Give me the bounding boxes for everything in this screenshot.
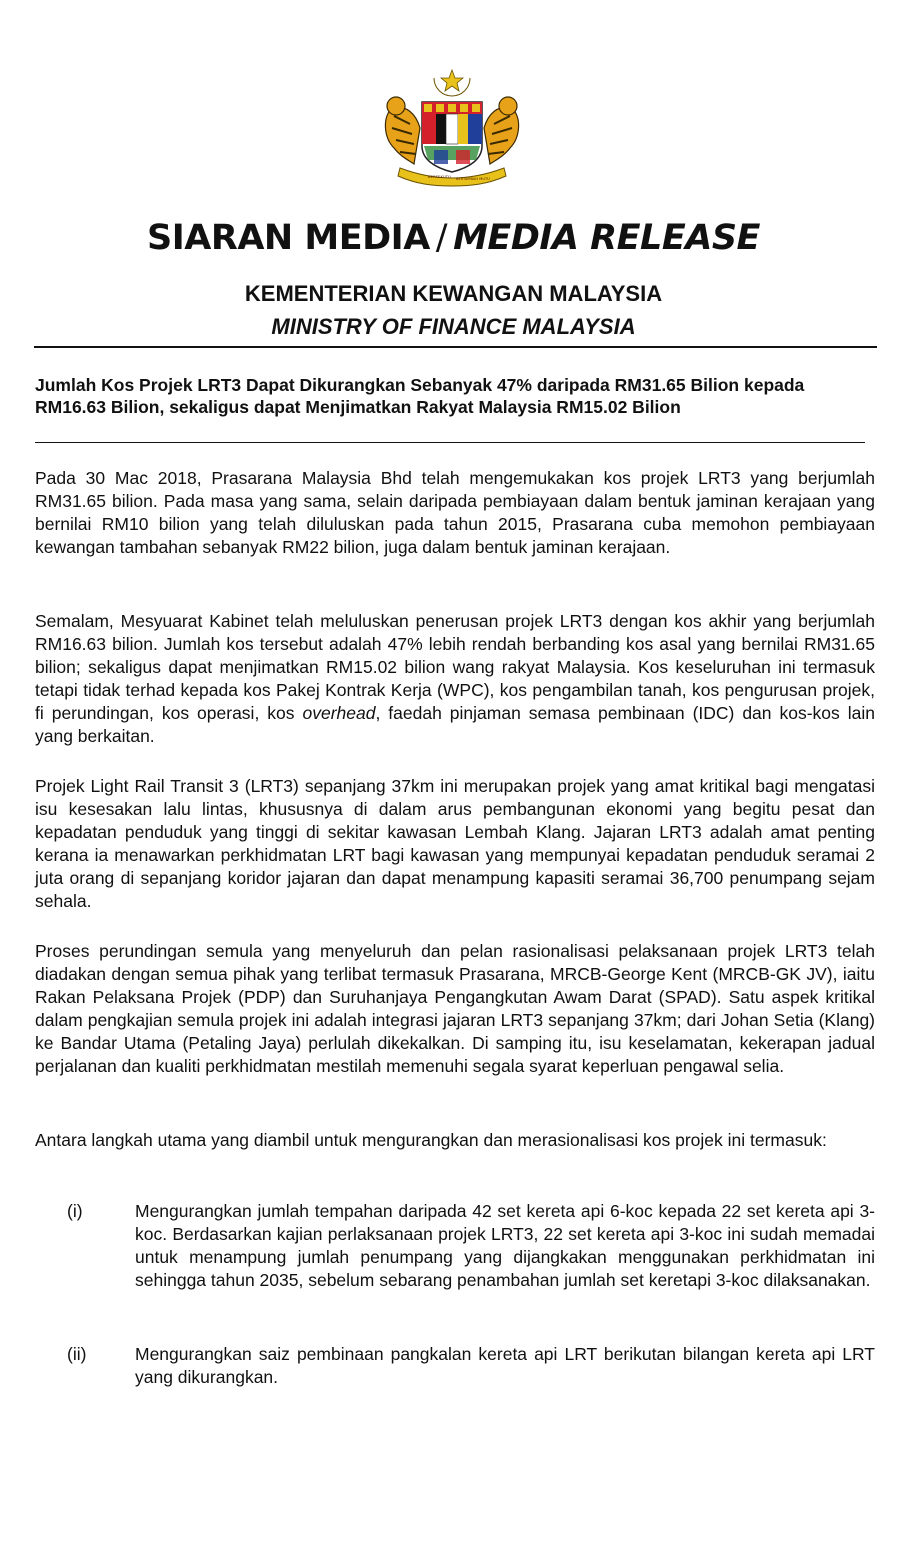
paragraph-4: Proses perundingan semula yang menyeluruh dan pelan rasionalisasi pelaksanaan projek LRT3 telah diadakan dengan semua pihak yang terlibat termasuk Prasarana, MRCB-George Kent (MRCB-GK JV), iaitu Rakan Pelaksana Projek (PDP) dan Suruhanjaya Pengangkutan Awam Darat (SPAD). Satu aspek kritikal dalam pengkajian semula projek ini adalah integrasi jajaran LRT3 sepanjang 37km; dari Johan Setia (Klang) ke Bandar Utama (Petaling Jaya) perlulah dikekalkan. Di samping itu, isu keselamatan, kekerapan jadual perjalanan dan kualiti perkhidmatan mestilah memenuhi segala syarat keperluan pengawal selia. — [35, 941, 875, 1076]
crest-motto-right: BERTAMBAH MUTU — [456, 177, 490, 181]
paragraph-2-italic-term: overhead — [302, 703, 376, 723]
paragraph-5: Antara langkah utama yang diambil untuk mengurangkan dan merasionalisasi kos projek ini termasuk: — [35, 1130, 827, 1150]
header-divider — [34, 346, 877, 348]
paragraph-3: Projek Light Rail Transit 3 (LRT3) sepanjang 37km ini merupakan projek yang amat kritikal bagi mengatasi isu kesesakan lalu lintas, khususnya di dalam arus pembangunan ekonomi yang begitu pesat dan kepadatan penduduk yang tinggi di sekitar kawasan Lembah Klang. Jajaran LRT3 adalah amat penting kerana ia menawarkan perkhidmatan LRT bagi kawasan yang mempunyai kepadatan penduduk seramai 2 juta orang di sepanjang koridor jajaran dan dapat menampung kapasiti seramai 36,700 penumpang sejam sehala. — [35, 776, 875, 911]
title-malay: SIARAN MEDIA — [147, 218, 430, 258]
ministry-name-english: MINISTRY OF FINANCE MALAYSIA — [271, 314, 636, 339]
list-item-text: Mengurangkan saiz pembinaan pangkalan kereta api LRT berikutan bilangan kereta api LRT yang dikurangkan. — [135, 1344, 875, 1387]
ministry-name-malay: KEMENTERIAN KEWANGAN MALAYSIA — [244, 281, 663, 306]
paragraph-2 — [35, 610, 875, 748]
paragraph-1: Pada 30 Mac 2018, Prasarana Malaysia Bhd telah mengemukakan kos projek LRT3 yang berjumlah RM31.65 bilion. Pada masa yang sama, selain daripada pembiayaan dalam bentuk jaminan kerajaan yang bernilai RM10 bilion yang telah diluluskan pada tahun 2015, Prasarana cuba memohon pembiayaan kewangan tambahan sebanyak RM22 bilion, juga dalam bentuk jaminan kerajaan. — [35, 468, 875, 557]
list-item-number: (i) — [67, 1201, 83, 1221]
title-english: MEDIA RELEASE — [453, 218, 760, 258]
list-item-text: Mengurangkan jumlah tempahan daripada 42 set kereta api 6-koc kepada 22 set kereta api 3-koc. Berdasarkan kajian perlaksanaan projek LRT3, 22 set kereta api 3-koc ini sudah memadai untuk menampung jumlah penumpang yang dijangkakan menggunakan perkhidmatan ini sehingga tahun 2035, sebelum sebarang penambahan jumlah set keretapi 3-koc dilaksanakan. — [135, 1201, 875, 1290]
title-separator: / — [435, 218, 448, 258]
coat-of-arms-logo — [372, 68, 532, 188]
page-title — [0, 218, 907, 258]
release-headline: Jumlah Kos Projek LRT3 Dapat Dikurangkan Sebanyak 47% daripada RM31.65 Bilion kepada RM16.63 Bilion, sekaligus dapat Menjimatkan Rakyat Malaysia RM15.02 Bilion — [35, 375, 805, 417]
crest-motto-left: BERSEKUTU — [428, 174, 451, 179]
list-item-number: (ii) — [67, 1344, 87, 1364]
paragraph-2-text-a: Semalam, Mesyuarat Kabinet telah meluluskan penerusan projek LRT3 dengan kos akhir yang berjumlah RM16.63 bilion. Jumlah kos tersebut adalah 47% lebih rendah berbanding kos asal yang bernilai RM31.65 bilion; sekaligus dapat menjimatkan RM15.02 bilion wang rakyat Malaysia. Kos keseluruhan ini termasuk tetapi tidak terhad kepada kos Pakej Kontrak Kerja (WPC), kos pengambilan tanah, kos pengurusan projek, fi perundingan, kos operasi, kos — [35, 611, 875, 723]
paragraph-2-text-b: , faedah pinjaman semasa pembinaan (IDC) dan kos-kos lain yang berkaitan. — [35, 703, 875, 746]
headline-underline — [35, 442, 865, 443]
